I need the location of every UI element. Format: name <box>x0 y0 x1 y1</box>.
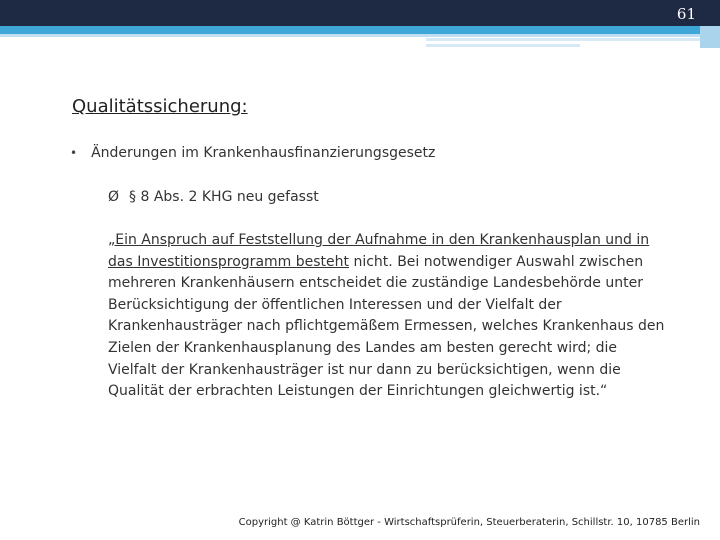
decorative-block <box>700 26 720 48</box>
law-quote <box>108 230 668 403</box>
bullet-text: Änderungen im Krankenhausfinanzierungsgesetz <box>91 145 436 161</box>
bullet-marker: • <box>70 146 78 160</box>
subbullet-item <box>108 189 319 205</box>
quote-text: nicht. Bei notwendiger Auswahl zwischen mehreren Krankenhäusern entscheidet die zuständige Landesbehörde unter Berücksichtigung der öffentlichen Interessen und der Vielfalt der Krankenhausträger nach pflichtgemäßem Ermessen, welches Krankenhaus den Zielen der Krankenhausplanung des Landes am besten gerecht wird; die Vielfalt der Krankenhausträger ist nur dann zu berücksichtigen, wenn die Qualität der erbrachten Leistungen der Einrichtungen gleichwertig ist.“ <box>108 253 665 400</box>
decorative-line <box>426 38 720 41</box>
slide-title: Qualitätssicherung: <box>72 96 248 117</box>
arrow-bullet-icon: Ø <box>108 189 120 205</box>
decorative-line-short <box>426 44 580 47</box>
bullet-item <box>70 145 435 161</box>
quote-underlined-text: „Ein Anspruch auf Feststellung der Aufnahme in den Krankenhausplan und in das Investitionsprogramm besteht <box>108 232 650 270</box>
header-stripe <box>0 26 720 34</box>
slide-number: 61 <box>676 5 696 23</box>
subbullet-text: § 8 Abs. 2 KHG neu gefasst <box>129 189 319 205</box>
header-stripe-light <box>0 34 720 37</box>
header-bar <box>0 0 720 26</box>
copyright-footer: Copyright @ Katrin Böttger - Wirtschaftsprüferin, Steuerberaterin, Schillstr. 10, 10785 Berlin <box>238 517 700 528</box>
